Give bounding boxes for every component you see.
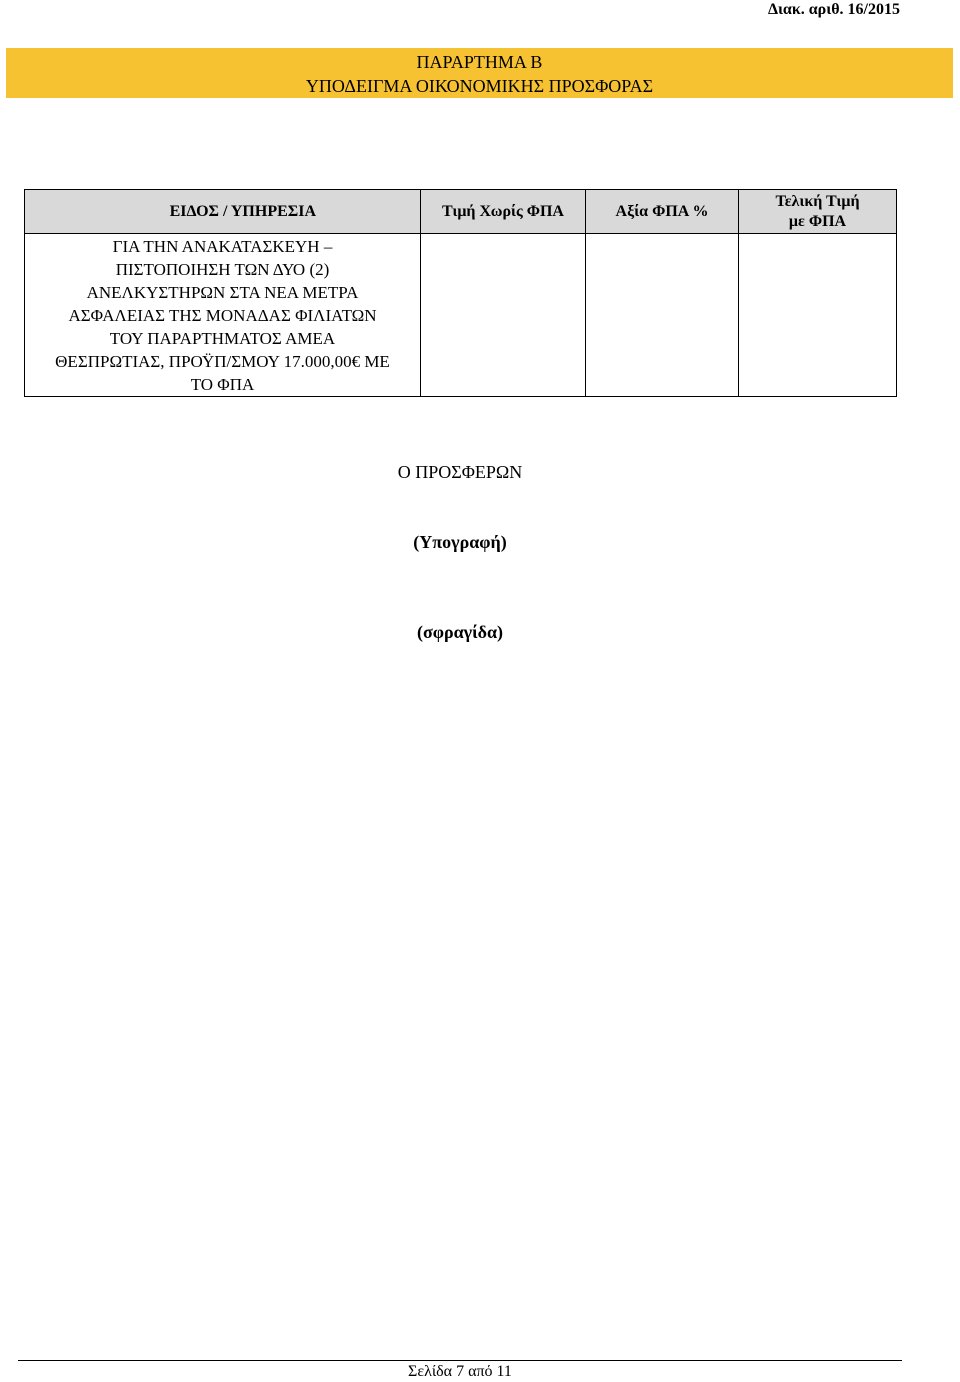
footer-divider <box>18 1360 902 1361</box>
price-without-vat-cell[interactable] <box>421 234 586 397</box>
annex-title: ΠΑΡΑΡΤΗΜΑ Β <box>416 52 543 72</box>
item-description-cell <box>25 234 421 397</box>
offeror-label: Ο ΠΡΟΣΦΕΡΩΝ <box>397 462 523 482</box>
final-price-cell[interactable] <box>739 234 897 397</box>
document-reference-number: Διακ. αριθ. 16/2015 <box>767 1 900 18</box>
header-final-price-line1: Τελική Τιμή <box>775 192 860 210</box>
description-line: ΑΝΕΛΚΥΣΤΗΡΩΝ ΣΤΑ ΝΕΑ ΜΕΤΡΑ <box>86 283 359 302</box>
signature-label: (Υπογραφή) <box>413 532 507 552</box>
header-item-service: ΕΙΔΟΣ / ΥΠΗΡΕΣΙΑ <box>25 190 421 234</box>
annex-title-banner <box>6 48 953 98</box>
description-line: ΤΟΥ ΠΑΡΑΡΤΗΜΑΤΟΣ ΑΜΕΑ <box>109 329 336 348</box>
table-header-row <box>25 190 897 234</box>
header-final-price <box>739 190 897 234</box>
description-line: ΑΣΦΑΛΕΙΑΣ ΤΗΣ ΜΟΝΑΔΑΣ ΦΙΛΙΑΤΩΝ <box>68 306 377 325</box>
stamp-label: (σφραγίδα) <box>416 622 504 642</box>
table-row <box>25 234 897 397</box>
description-line: ΘΕΣΠΡΩΤΙΑΣ, ΠΡΟΫΠ/ΣΜΟΥ 17.000,00€ ΜΕ <box>55 352 390 371</box>
vat-value-cell[interactable] <box>586 234 739 397</box>
header-final-price-line2: με ΦΠΑ <box>788 212 847 230</box>
financial-offer-table <box>24 189 897 397</box>
annex-subtitle: ΥΠΟΔΕΙΓΜΑ ΟΙΚΟΝΟΜΙΚΗΣ ΠΡΟΣΦΟΡΑΣ <box>305 76 654 96</box>
header-price-without-vat: Τιμή Χωρίς ΦΠΑ <box>421 190 586 234</box>
page-number: Σελίδα 7 από 11 <box>408 1363 512 1380</box>
description-line: ΠΙΣΤΟΠΟΙΗΣΗ ΤΩΝ ΔΥΟ (2) <box>115 260 330 279</box>
header-vat-value: Αξία ΦΠΑ % <box>586 190 739 234</box>
description-line: ΓΙΑ ΤΗΝ ΑΝΑΚΑΤΑΣΚΕΥΗ – <box>112 237 333 256</box>
description-line: ΤΟ ΦΠΑ <box>190 375 255 394</box>
